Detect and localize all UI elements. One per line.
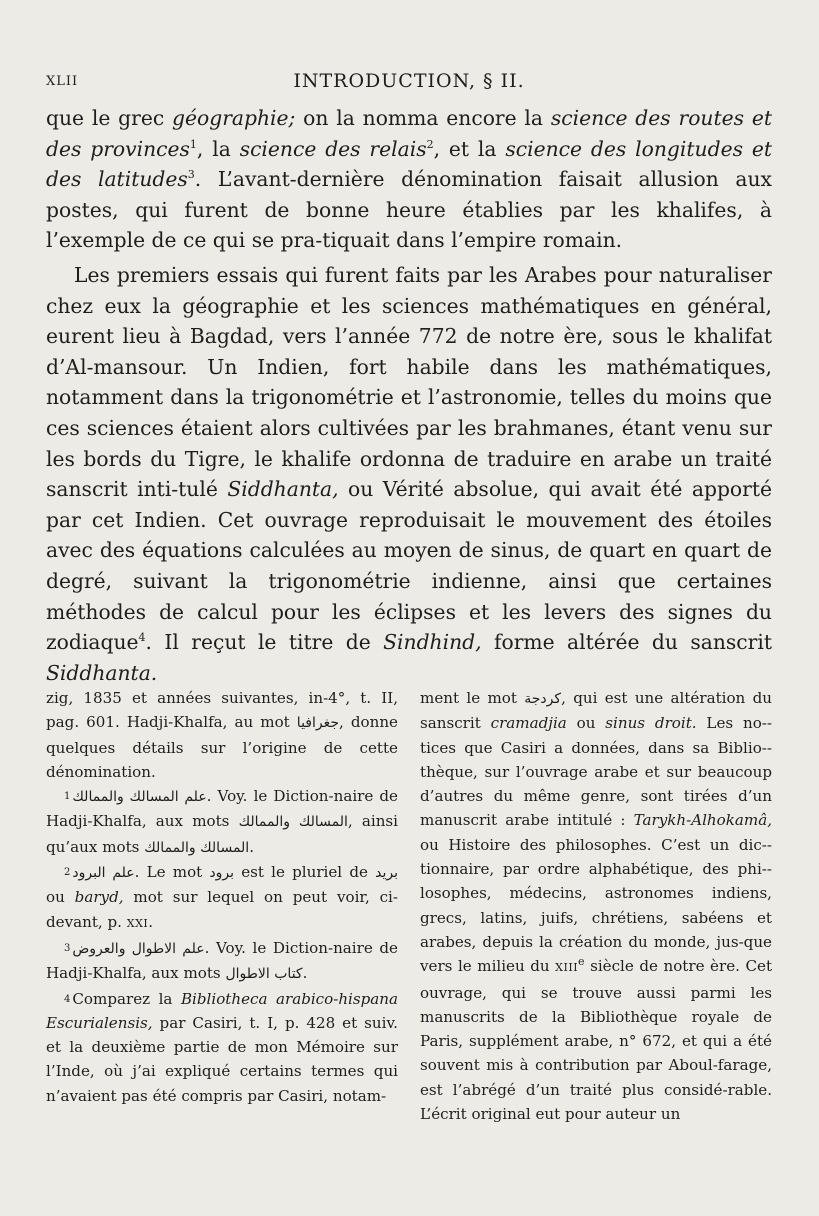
italic-text: géographie; bbox=[172, 106, 296, 130]
footnote: $^4$ Comparez la Bibliotheca arabico-hispana Escurialensis, par Casiri, t. I, p. 428 et suiv. et la deuxième partie de mon Mémoire sur l’Inde, où j’ai expliqué certains termes qui n’avaient pas été compris par Casiri, notam- bbox=[46, 989, 399, 1105]
italic-text: Bibliotheca arabico-hispana Escurialensis, bbox=[46, 989, 399, 1032]
running-title: INTRODUCTION, § II. bbox=[293, 70, 525, 92]
main-text bbox=[46, 103, 772, 688]
arabic-text: برود bbox=[209, 865, 235, 882]
footnote-ref: 2 bbox=[426, 137, 434, 151]
footnote-ref: 3 bbox=[187, 168, 195, 182]
page-number: XLII bbox=[46, 74, 79, 89]
arabic-text: علم الاطوال والعروض bbox=[72, 940, 205, 957]
arabic-text: علم المسالك والممالك bbox=[72, 789, 207, 806]
footnote: $^1$ علم المسالك والممالك. Voy. le Diction-naire de Hadji-Khalfa, aux mots المسالك والممالك, ainsi qu’aux mots المسالك والممالك. bbox=[46, 787, 399, 856]
italic-text: Siddhanta, bbox=[227, 477, 339, 502]
footnote-ref: e bbox=[578, 955, 585, 969]
arabic-text: جغرافيا bbox=[296, 715, 340, 732]
italic-text: science des routes et des provinces bbox=[46, 106, 772, 161]
arabic-text: علم البرود bbox=[72, 865, 135, 882]
footnote: $^3$ علم الاطوال والعروض. Voy. le Diction-naire de Hadji-Khalfa, aux mots كتاب الاطوال. bbox=[46, 938, 398, 983]
footnote-number: 2 bbox=[64, 867, 71, 879]
italic-text: baryd, bbox=[74, 888, 124, 907]
arabic-text: المسالك والممالك bbox=[144, 839, 250, 856]
footnote-column-left bbox=[46, 686, 398, 1108]
paragraph: Les premiers essais qui furent faits par les Arabes pour naturaliser chez eux la géographie et les sciences mathématiques en général, eurent lieu à Bagdad, vers l’année 772 de notre ère, sous le khalifat d’Al-mansour. Un Indien, fort habile dans les mathématiques, notamment dans la trigonométrie et l’astronomie, telles du moins que ces sciences étaient alors cultivées par les brahmanes, étant venu sur les bords du Tigre, le khalife ordonna de traduire en arabe un traité sanscrit inti-tulé Siddhanta, ou Vérité absolue, qui avait été apporté par cet Indien. Cet ouvrage reproduisait le mouvement des étoiles avec des équations calculées au moyen de sinus, de quart en quart de degré, suivant la trigonométrie indienne, ainsi que certaines méthodes de calcul pour les éclipses et les levers des signes du zodiaque$^4$. Il reçut le titre de Sindhind, forme altérée du sanscrit Siddhanta. bbox=[46, 262, 772, 685]
footnote-continuation: zig, 1835 et années suivantes, in-4°, t. II, pag. 601. Hadji-Khalfa, au mot جغرافيا, donne quelques détails sur l’origine de cette dénomination. bbox=[46, 689, 398, 781]
footnote-number: 3 bbox=[64, 942, 71, 954]
small-caps: XXI bbox=[126, 916, 149, 930]
italic-text: cramadjia bbox=[490, 714, 567, 733]
italic-text: Sindhind, bbox=[383, 630, 482, 655]
paragraph: que le grec géographie; on la nomma encore la science des routes et des provinces$^1$, la science des relais$^2$, et la science des longitudes et des latitudes$^3$. L’avant-dernière dénomination faisait allusion aux postes, qui furent de bonne heure établies par les khalifes, à l’exemple de ce qui se pra-tiquait dans l’empire romain. bbox=[46, 106, 772, 253]
footnote-ref: 4 bbox=[138, 631, 146, 645]
footnote: $^2$ علم البرود. Le mot برود est le pluriel de بريد ou baryd, mot sur lequel on peut voir, ci-devant, p. XXI. bbox=[46, 863, 398, 931]
arabic-text: كتاب الاطوال bbox=[225, 966, 303, 983]
italic-text: science des relais bbox=[239, 136, 427, 161]
arabic-text: كردجة bbox=[524, 691, 562, 707]
footnote-continuation: ment le mot كردجة, qui est une altération du sanscrit cramadjia ou sinus droit. Les no-tices que Casiri a données, dans sa Biblio-thèque, sur l’ouvrage arabe et sur beaucoup d’autres du même genre, sont tirées d’un manuscrit arabe intitulé : Tarykh-Alhokamâ, ou Histoire des philosophes. C’est un dic-tionnaire, par ordre alphabétique, des phi-losophes, médecins, astronomes indiens, grecs, latins, juifs, chrétiens, sabéens et arabes, depuis la création du monde, jus-que vers le milieu du XIIIe siècle de notre ère. Cet ouvrage, qui se trouve aussi parmi les manuscrits de la Bibliothèque royale de Paris, supplément arabe, n° 672, et qui a été souvent mis à contribution par Aboul-farage, est l’abrégé d’un traité plus considé-rable. L’écrit original eut pour auteur un bbox=[420, 689, 773, 1124]
page-header bbox=[46, 66, 772, 96]
footnote-number: 4 bbox=[64, 993, 71, 1005]
italic-text: Siddhanta. bbox=[46, 660, 158, 685]
footnote-ref: 1 bbox=[189, 137, 197, 151]
arabic-text: بريد bbox=[375, 865, 398, 882]
small-caps: XIII bbox=[555, 961, 579, 975]
footnote-number: 1 bbox=[64, 791, 71, 803]
footnote-column-right bbox=[420, 686, 772, 1126]
italic-text: science des longitudes et des latitudes bbox=[46, 136, 772, 192]
italic-text: Tarykh-Alhokamâ, bbox=[633, 811, 772, 830]
arabic-text: المسالك والممالك bbox=[238, 814, 348, 831]
italic-text: sinus droit. bbox=[605, 714, 697, 733]
